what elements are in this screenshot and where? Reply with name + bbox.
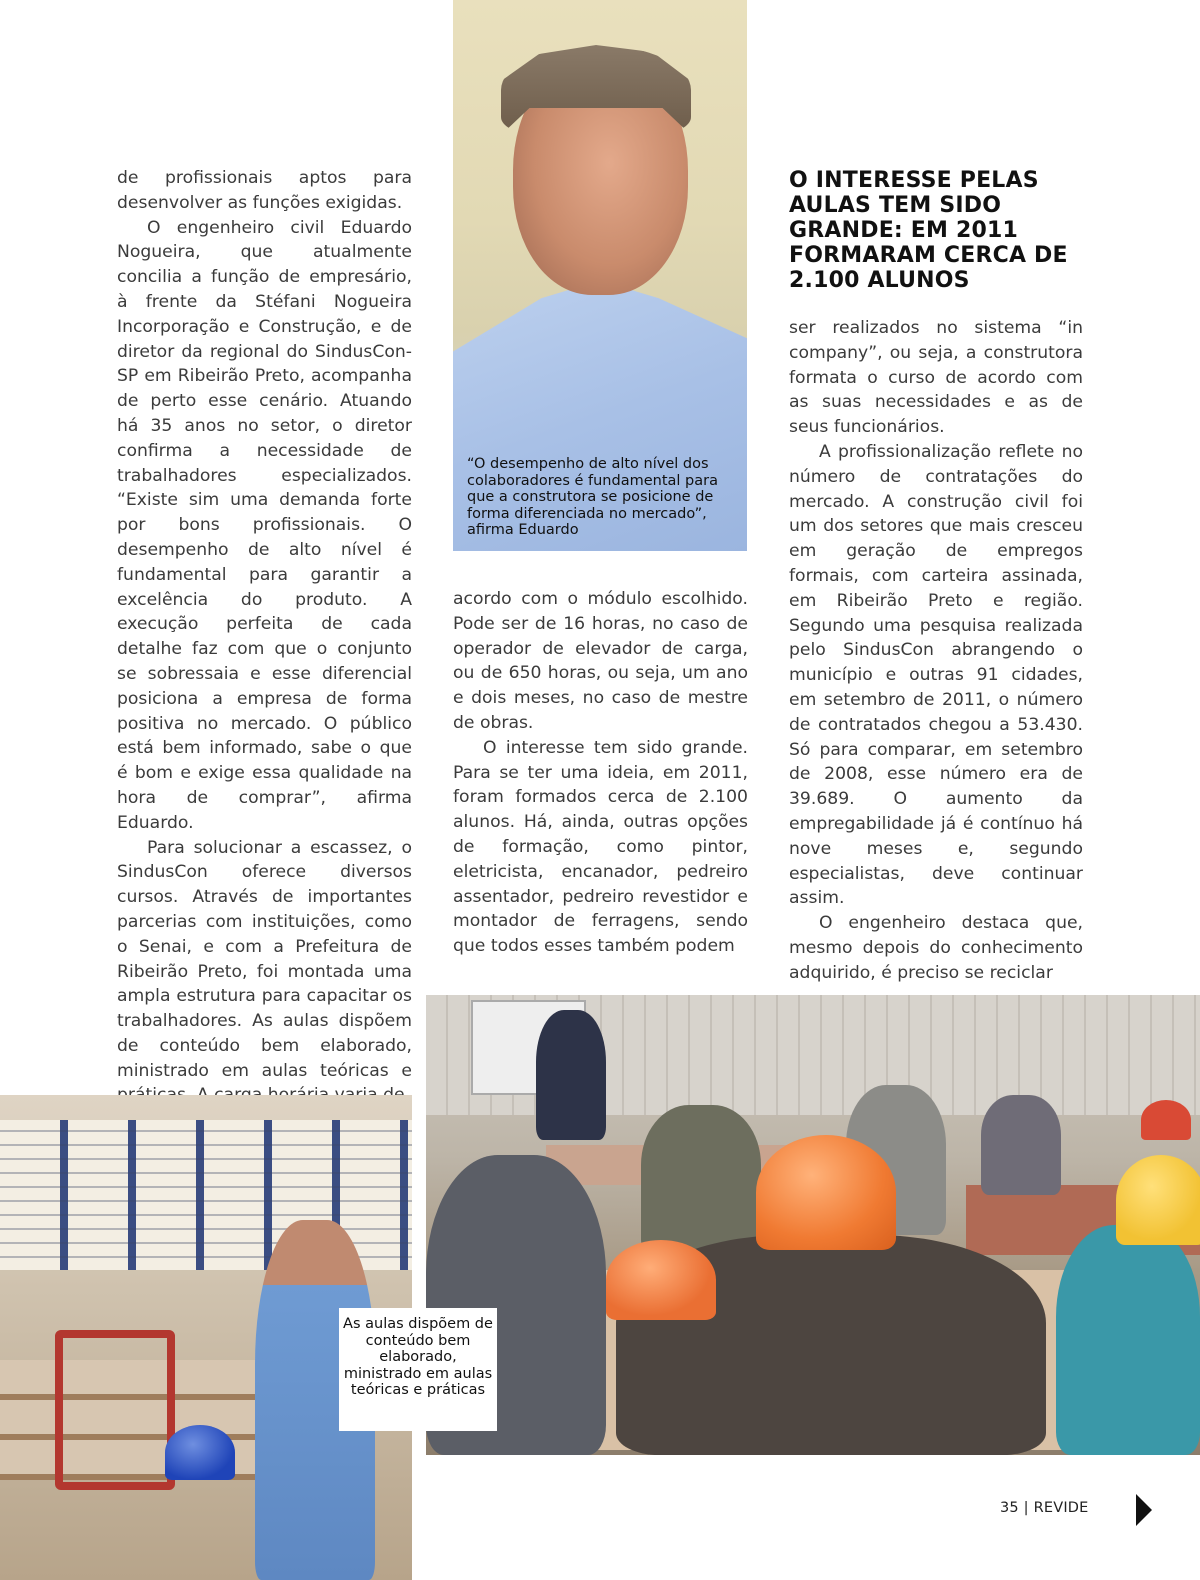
page-footer — [1000, 1500, 1089, 1516]
magazine-name: REVIDE — [1033, 1500, 1089, 1516]
training-machine — [55, 1330, 175, 1490]
footer-separator: | — [1023, 1500, 1029, 1516]
paragraph: Para solucionar a escassez, o SindusCon oferece diversos cursos. Através de importantes parcerias com instituições, como o Senai, e com a Prefeitura de Ribeirão Preto, foi montada uma ampla estrutura para capacitar os trabalhadores. As aulas dispõem de conteúdo bem elaborado, ministrado em aulas teóricas e — [117, 837, 412, 1081]
instructor-figure — [536, 1010, 606, 1140]
paragraph: O interesse tem sido grande. Para se ter uma ideia, em 2011, foram formados cerca de 2.100 alunos. Há, ainda, outras opções de formação, como pintor, eletricista, encanador, pedreiro assentador, pedreiro revestidor e montador de ferragens, sendo que todos esses também podem — [453, 737, 748, 957]
paragraph: A profissionalização reflete no número de contratações do mercado. A construção civil foi um dos setores que mais cresceu em geração de empregos formais, com carteira assinada, em Ribeirão Preto e região. Segundo uma pesquisa realizada pelo SindusCon abrangendo o município e outras 91 cidades, em setembro de 2011, o número de contratados chegou a 53.430. Só para comparar, em setembro de 2008, esse número era de 39.689. O aumento da empregabilidade já é contínuo há nove meses e, segundo especialistas, deve continuar assim. — [789, 441, 1083, 909]
page-number: 35 — [1000, 1500, 1019, 1516]
paragraph: O engenheiro destaca que, mesmo depois do conhecimento adquirido, é preciso se reciclar — [789, 913, 1083, 983]
orange-helmet — [756, 1135, 896, 1250]
portrait-caption: “O desempenho de alto nível dos colaboradores é fundamental para que a construtora se posicione de forma diferenciada no mercado”, afirma Eduardo — [467, 456, 718, 538]
paragraph: ser realizados no sistema “in company”, ou seja, a construtora formata o curso de acordo com as suas necessidades e as de seus funcionários. — [789, 318, 1083, 438]
paragraph: acordo com o módulo escolhido. Pode ser de 16 horas, no caso de operador de elevador de carga, ou de 650 horas, ou seja, um ano e dois meses, no caso de mestre de obras. — [453, 589, 748, 733]
lab-caption: As aulas dispõem de conteúdo bem elaborado, ministrado em aulas teóricas e práticas — [339, 1308, 497, 1431]
article-column-1 — [117, 166, 412, 1108]
article-column-3 — [789, 316, 1083, 986]
blue-helmet — [165, 1425, 235, 1480]
pull-quote-headline: O INTERESSE PELAS AULAS TEM SIDO GRANDE: EM 2011 FORMARAM CERCA DE 2.100 ALUNOS — [789, 168, 1068, 293]
article-column-2 — [453, 587, 748, 959]
yellow-helmet — [1116, 1155, 1200, 1245]
portrait-photo-eduardo — [453, 0, 747, 551]
triangle-right-icon[interactable] — [1136, 1494, 1152, 1526]
orange-helmet — [606, 1240, 716, 1320]
paragraph: O engenheiro civil Eduardo Nogueira, que atualmente concilia a função de empresário, à frente da Stéfani Nogueira Incorporação e Construção, e de diretor da regional do SindusCon-SP em Ribeirão Preto, acompanha de perto esse cenário. Atuando há 35 anos no setor, o diretor confirma a necessidade de trabalhadores especializados. “Existe sim uma demanda forte por bons profissionais. O desempenho de alto nível é fundamental para garantir a excelência do produto. A execução perfeita de cada detalhe faz com que o conjunto se sobressaia e esse diferencial posiciona a empresa de forma positiva no mercado. O público está bem informado, sabe o que é bom e exige essa qualidade na hora de comprar”, afirma Eduardo. — [117, 217, 412, 833]
paragraph: de profissionais aptos para desenvolver as funções exigidas. — [117, 168, 412, 213]
classroom-photo — [426, 995, 1200, 1455]
